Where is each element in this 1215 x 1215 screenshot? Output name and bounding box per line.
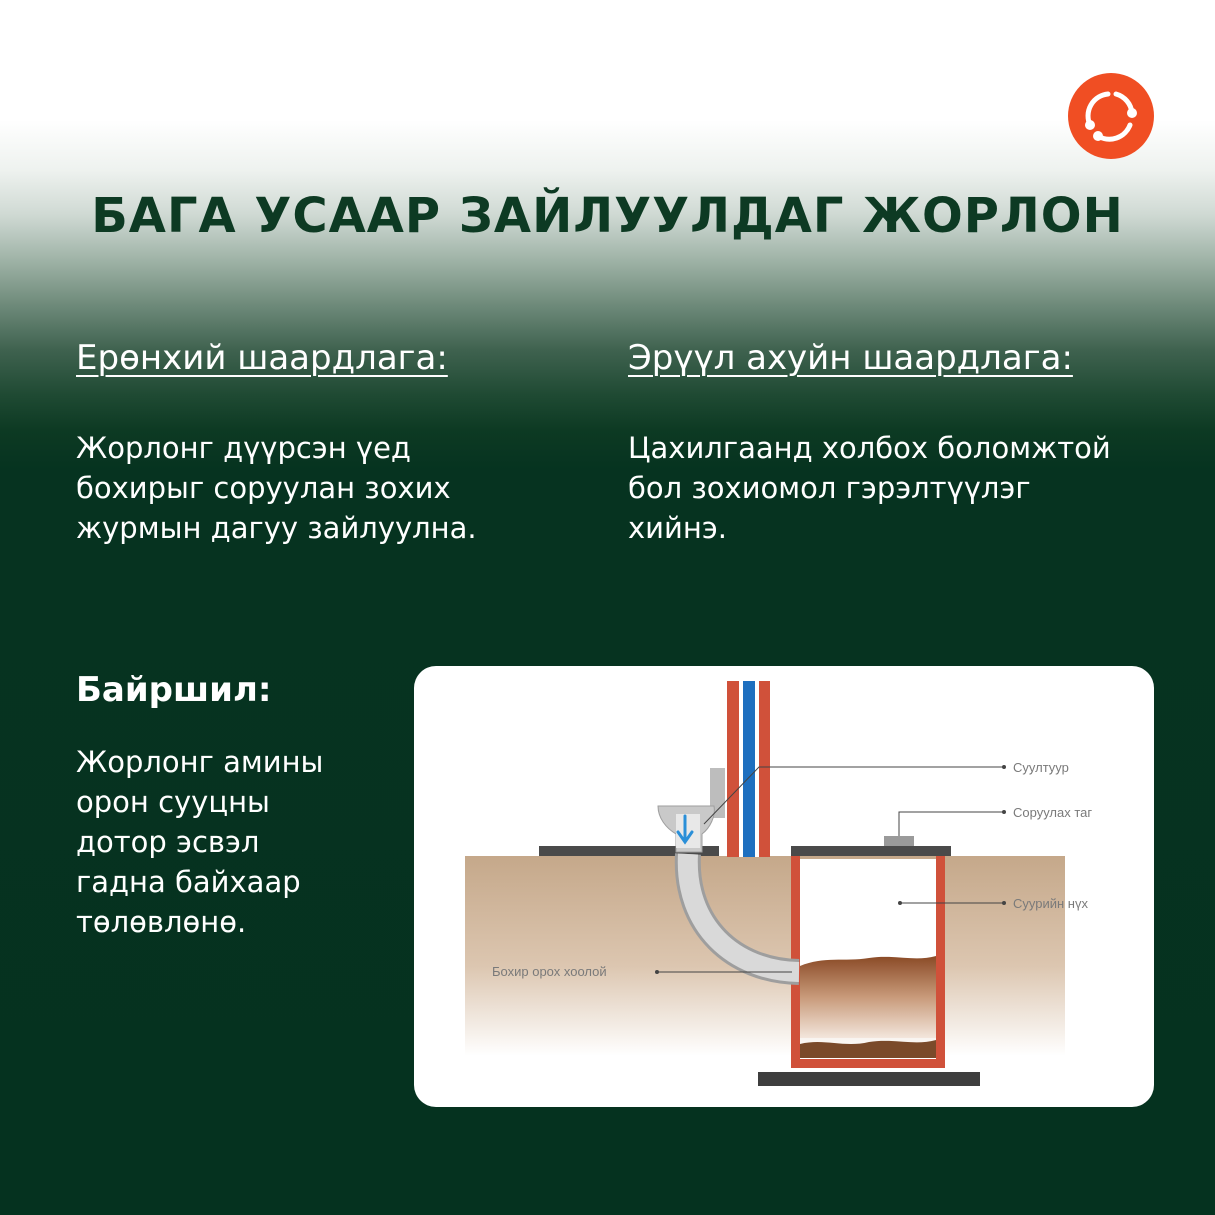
sludge-bottom bbox=[800, 1040, 936, 1058]
hygiene-requirements-heading: Эрүүл ахуйн шаардлага: bbox=[628, 338, 1073, 378]
label-pit: Суурийн нүх bbox=[1013, 896, 1088, 911]
pit-wall-bottom bbox=[791, 1059, 945, 1068]
floor-slab-right bbox=[791, 846, 951, 856]
pit-wall-right bbox=[936, 856, 945, 1068]
general-requirements-text: Жорлонг дүүрсэн үед бохирыг соруулан зохих журмын дагуу зайлуулна. bbox=[76, 431, 477, 545]
sludge-mass bbox=[800, 956, 936, 1038]
location-heading: Байршил: bbox=[76, 670, 272, 710]
suction-lid bbox=[884, 836, 914, 846]
pit-base-slab bbox=[758, 1072, 980, 1086]
diagram-card bbox=[414, 666, 1154, 1107]
label-inlet-pipe: Бохир орох хоолой bbox=[492, 964, 607, 979]
vent-pipe-right-red bbox=[759, 681, 770, 857]
pit-latrine-diagram bbox=[414, 666, 1154, 1107]
vent-pipe-left-red bbox=[727, 681, 739, 857]
toilet-pan-opening bbox=[676, 814, 700, 848]
logo-icon bbox=[1068, 73, 1154, 159]
label-suction-lid: Соруулах таг bbox=[1013, 805, 1093, 820]
vent-pipe-white bbox=[739, 681, 743, 857]
lid-leader-line bbox=[899, 812, 1004, 836]
location-text: Жорлонг амины орон сууцны дотор эсвэл гадна байхаар төлөвлөнө. bbox=[76, 745, 324, 939]
hygiene-requirements-text: Цахилгаанд холбох боломжтой бол зохиомол гэрэлтүүлэг хийнэ. bbox=[628, 431, 1111, 545]
label-toilet: Суултуур bbox=[1013, 760, 1069, 775]
page-title: БАГА УСААР ЗАЙЛУУЛДАГ ЖОРЛОН bbox=[91, 188, 1124, 244]
vent-pipe-blue bbox=[743, 681, 755, 857]
general-requirements-heading: Ерөнхий шаардлага: bbox=[76, 338, 448, 378]
